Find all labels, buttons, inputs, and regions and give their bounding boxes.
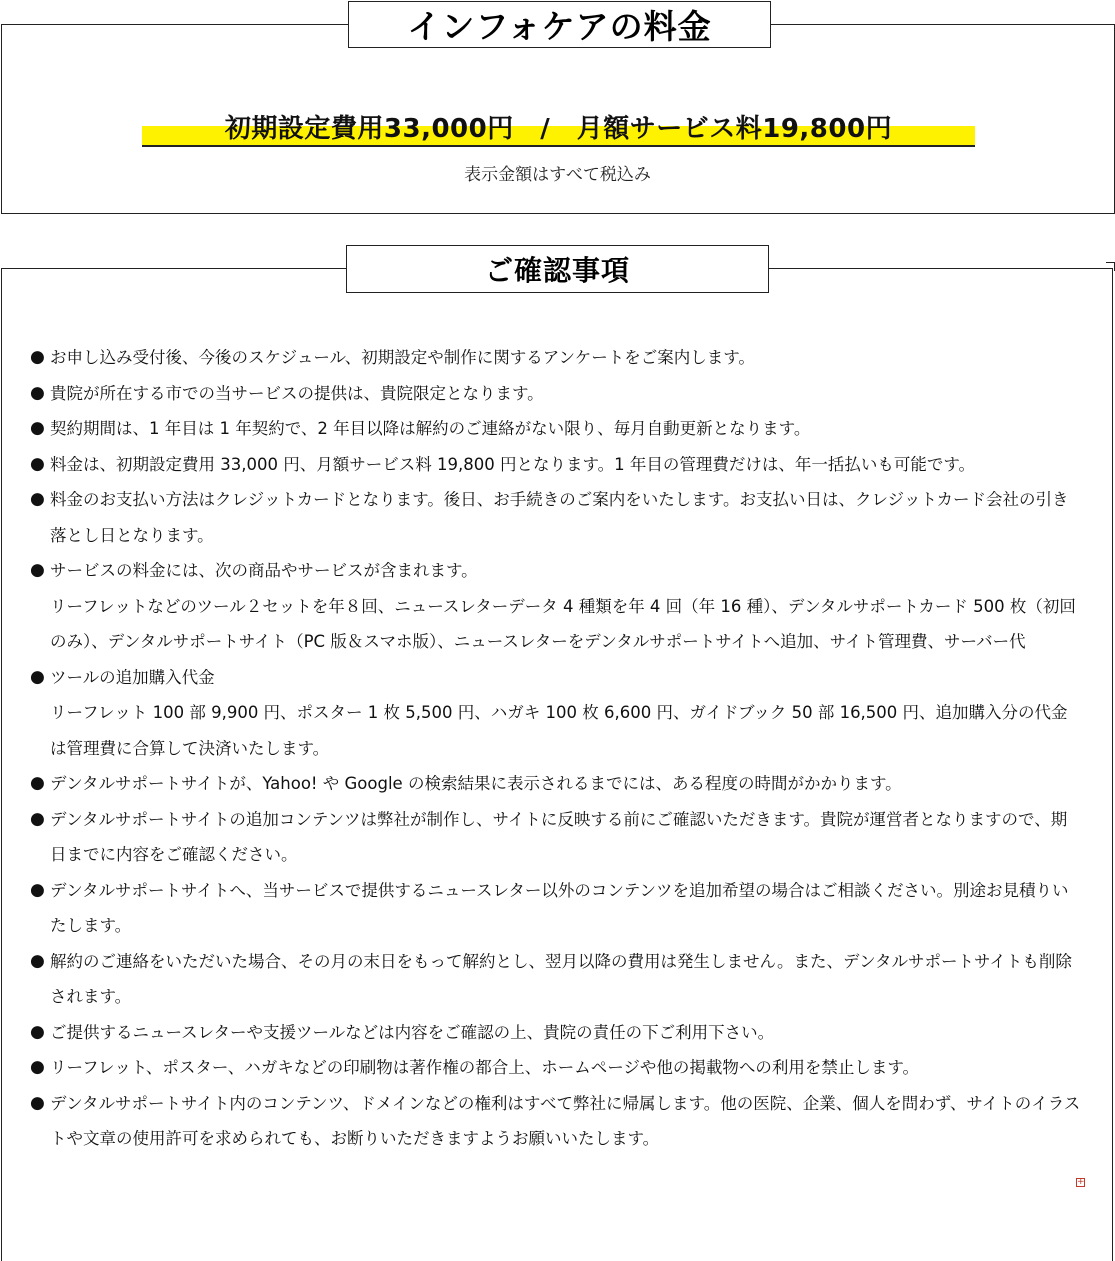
item-text: デンタルサポートサイトが、Yahoo! や Google の検索結果に表示されるまでには、ある程度の時間がかかります。	[50, 774, 902, 793]
item-text: ご提供するニュースレターや支援ツールなどは内容をご確認の上、貴院の責任の下ご利用下さい。	[50, 1022, 775, 1042]
bullet-icon: ●	[30, 347, 45, 367]
item-text: ツールの追加購入代金	[50, 667, 215, 687]
list-item	[30, 553, 1082, 660]
item-text: デンタルサポートサイト内のコンテンツ、ドメインなどの権利はすべて弊社に帰属します。他の医院、企業、個人を問わず、サイトのイラストや文章の使用許可を求められても、お断りいただきますようお願いいたします。	[50, 1093, 1081, 1148]
bullet-icon: ●	[30, 666, 45, 687]
price-summary: 初期設定費用33,000円 / 月額サービス料19,800円	[224, 113, 893, 144]
bullet-icon: ●	[30, 808, 45, 829]
list-item	[30, 411, 1082, 447]
bullet-icon: ●	[30, 560, 45, 580]
bullet-icon: ●	[30, 418, 45, 438]
item-text: リーフレット、ポスター、ハガキなどの印刷物は著作権の都合上、ホームページや他の掲載物への利用を禁止します。	[50, 1058, 920, 1077]
item-text: デンタルサポートサイトの追加コンテンツは弊社が制作し、サイトに反映する前にご確認いただきます。貴院が運営者となりますので、期日までに内容をご確認ください。	[50, 809, 1068, 864]
list-item	[30, 1015, 1082, 1051]
bullet-icon: ●	[30, 489, 45, 509]
item-text: 料金のお支払い方法はクレジットカードとなります。後日、お手続きのご案内をいたします。お支払い日は、クレジットカード会社の引き落とし日となります。	[50, 490, 1069, 545]
list-item	[30, 376, 1082, 412]
bullet-icon: ●	[30, 1021, 45, 1042]
item-subtext: リーフレット 100 部 9,900 円、ポスター 1 枚 5,500 円、ハガキ 100 枚 6,600 円、ガイドブック 50 部 16,500 円、追加購入分の代金は管理費に合算して決済いたします。	[50, 703, 1068, 758]
list-item	[30, 340, 1082, 376]
list-item	[30, 1050, 1082, 1086]
item-text: 契約期間は、1 年目は 1 年契約で、2 年目以降は解約のご連絡がない限り、毎月自動更新となります。	[50, 419, 811, 438]
plus-box-icon: +	[1077, 1177, 1085, 1187]
tax-note: 表示金額はすべて税込み	[464, 165, 651, 185]
confirmation-title: ご確認事項	[346, 245, 769, 293]
list-item	[30, 766, 1082, 802]
item-text: 貴院が所在する市での当サービスの提供は、貴院限定となります。	[50, 383, 544, 403]
bullet-icon: ●	[30, 773, 45, 793]
pricing-title: インフォケアの料金	[348, 1, 771, 48]
item-text: デンタルサポートサイトへ、当サービスで提供するニュースレター以外のコンテンツを追加希望の場合はご相談ください。別途お見積りいたします。	[50, 880, 1069, 935]
list-item	[30, 1086, 1082, 1157]
item-text: 料金は、初期設定費用 33,000 円、月額サービス料 19,800 円となります。1 年目の管理費だけは、年一括払いも可能です。	[50, 454, 976, 474]
bullet-icon: ●	[30, 1092, 45, 1113]
bullet-icon: ●	[30, 1057, 45, 1077]
panel-corner-mark	[1106, 262, 1115, 271]
bullet-icon: ●	[30, 879, 45, 900]
bullet-icon: ●	[30, 950, 45, 971]
item-text: 解約のご連絡をいただいた場合、その月の末日をもって解約とし、翌月以降の費用は発生しません。また、デンタルサポートサイトも削除されます。	[50, 951, 1072, 1006]
confirmation-list	[30, 340, 1082, 1157]
list-item	[30, 482, 1082, 553]
bullet-icon: ●	[30, 382, 45, 403]
list-item	[30, 802, 1082, 873]
item-text: サービスの料金には、次の商品やサービスが含まれます。	[50, 561, 478, 580]
list-item	[30, 944, 1082, 1015]
item-subtext: リーフレットなどのツール２セットを年８回、ニュースレターデータ 4 種類を年 4 回（年 16 種）、デンタルサポートカード 500 枚（初回のみ）、デンタルサポートサイト（PC 版＆スマホ版）、ニュースレターをデンタルサポートサイトへ追加、サイト管理費、サーバー代	[50, 596, 1076, 651]
list-item	[30, 660, 1082, 767]
bullet-icon: ●	[30, 453, 45, 474]
list-item	[30, 447, 1082, 483]
item-text: お申し込み受付後、今後のスケジュール、初期設定や制作に関するアンケートをご案内します。	[50, 348, 755, 367]
list-item	[30, 873, 1082, 944]
